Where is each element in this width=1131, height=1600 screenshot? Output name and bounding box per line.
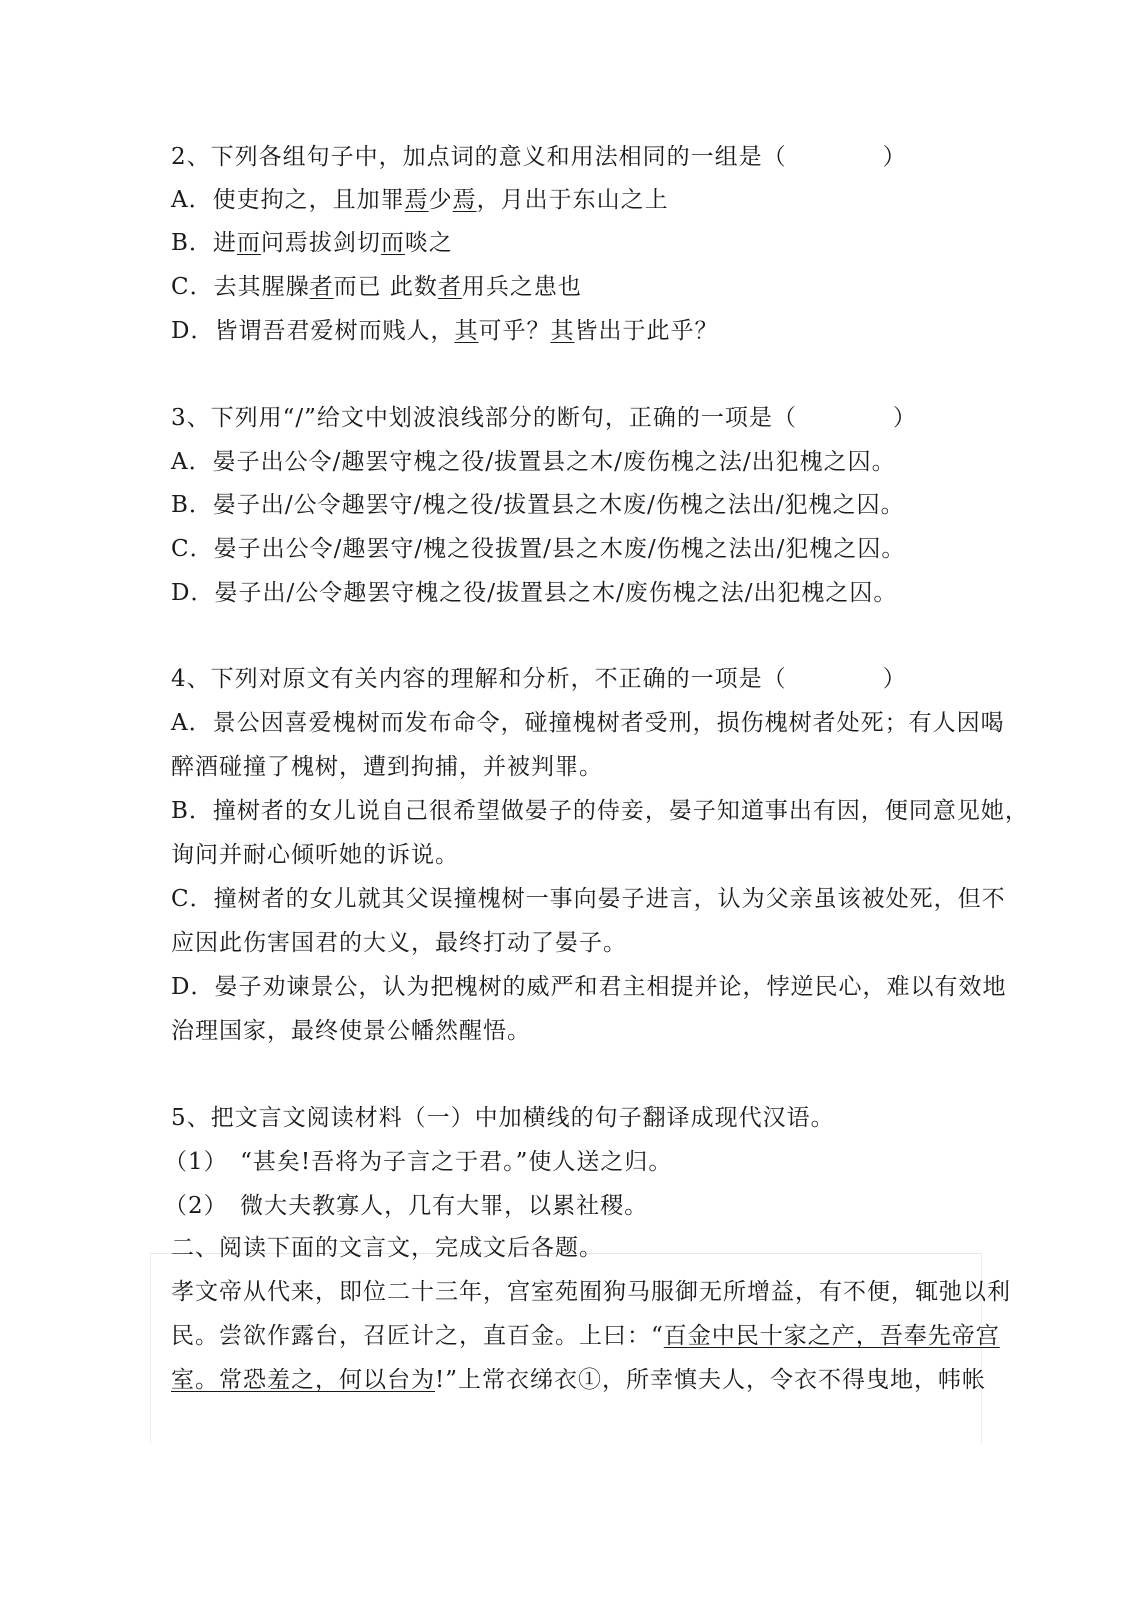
section-2-title: 二、阅读下面的文言文，完成文后各题。 [171, 1235, 603, 1261]
q4-option-d-line1: D．晏子劝谏景公，认为把槐树的威严和君主相提并论，悖逆民心，难以有效地 [171, 974, 1007, 1000]
q4-option-c-line2: 应因此伤害国君的大义，最终打动了晏子。 [171, 930, 627, 956]
q2-option-c: C．去其腥臊者而已 此数者用兵之患也 [171, 274, 582, 300]
q4-option-d-line2: 治理国家，最终使景公幡然醒悟。 [171, 1018, 531, 1044]
underlined-word: 焉 [404, 187, 429, 213]
q5-sentence-2: （2） 微大夫教寡人，几有大罪，以累社稷。 [164, 1193, 649, 1219]
q5-sentence-1: （1） “甚矣!吾将为子言之于君。”使人送之归。 [164, 1149, 673, 1175]
section-2-para-line3: 室。常恐羞之，何以台为!”上常衣绨衣①，所幸慎夫人，令衣不得曳地，帏帐 [171, 1367, 987, 1393]
underlined-sentence: 室。常恐羞之，何以台为 [171, 1367, 435, 1393]
underlined-word: 者 [437, 274, 462, 300]
q4-option-c-line1: C．撞树者的女儿就其父误撞槐树一事向晏子进言，认为父亲虽该被处死，但不 [171, 886, 1006, 912]
section-2-para-line2: 民。尝欲作露台，召匠计之，直百金。上曰：“百金中民十家之产，吾奉先帝宫 [171, 1323, 1000, 1349]
q5-stem: 5、把文言文阅读材料（一）中加横线的句子翻译成现代汉语。 [171, 1105, 835, 1131]
section-2-para-line1: 孝文帝从代来，即位二十三年，宫室苑囿狗马服御无所增益，有不便，辄弛以利 [171, 1279, 1011, 1305]
q4-stem: 4、下列对原文有关内容的理解和分析，不正确的一项是（ ） [171, 666, 907, 692]
q3-option-b: B．晏子出/公令趣罢守/槐之役/拔置县之木废/伤槐之法出/犯槐之囚。 [171, 492, 905, 518]
q4-option-a-line1: A．景公因喜爱槐树而发布命令，碰撞槐树者受刑，损伤槐树者处死；有人因喝 [171, 710, 1005, 736]
underlined-sentence: 百金中民十家之产，吾奉先帝宫 [663, 1323, 1000, 1349]
q4-option-a-line2: 醉酒碰撞了槐树，遭到拘捕，并被判罪。 [171, 754, 603, 780]
q3-option-c: C．晏子出公令/趣罢守/槐之役拔置/县之木废/伤槐之法出/犯槐之囚。 [171, 536, 906, 562]
underlined-word: 者 [309, 274, 334, 300]
underlined-word: 而 [380, 230, 405, 256]
q2-stem: 2、下列各组句子中，加点词的意义和用法相同的一组是（ ） [171, 144, 907, 170]
q3-option-a: A．晏子出公令/趣罢守槐之役/拔置县之木/废伤槐之法/出犯槐之囚。 [171, 449, 896, 475]
q2-option-d: D．皆谓吾君爱树而贱人，其可乎？其皆出于此乎？ [171, 318, 719, 344]
q4-option-b-line2: 询问并耐心倾听她的诉说。 [171, 842, 459, 868]
underlined-word: 其 [454, 318, 479, 344]
q3-stem: 3、下列用“/”给文中划波浪线部分的断句，正确的一项是（ ） [171, 405, 917, 431]
q2-option-b: B．进而问焉拔剑切而啖之 [171, 230, 453, 256]
q3-option-d: D．晏子出/公令趣罢守槐之役/拔置县之木/废伤槐之法/出犯槐之囚。 [171, 580, 898, 606]
q4-option-b-line1: B．撞树者的女儿说自己很希望做晏子的侍妾，晏子知道事出有因，便同意见她， [171, 798, 1029, 824]
q2-option-a: A．使吏拘之，且加罪焉少焉，月出于东山之上 [171, 187, 669, 213]
underlined-word: 焉 [452, 187, 477, 213]
underlined-word: 其 [550, 318, 575, 344]
underlined-word: 而 [236, 230, 261, 256]
